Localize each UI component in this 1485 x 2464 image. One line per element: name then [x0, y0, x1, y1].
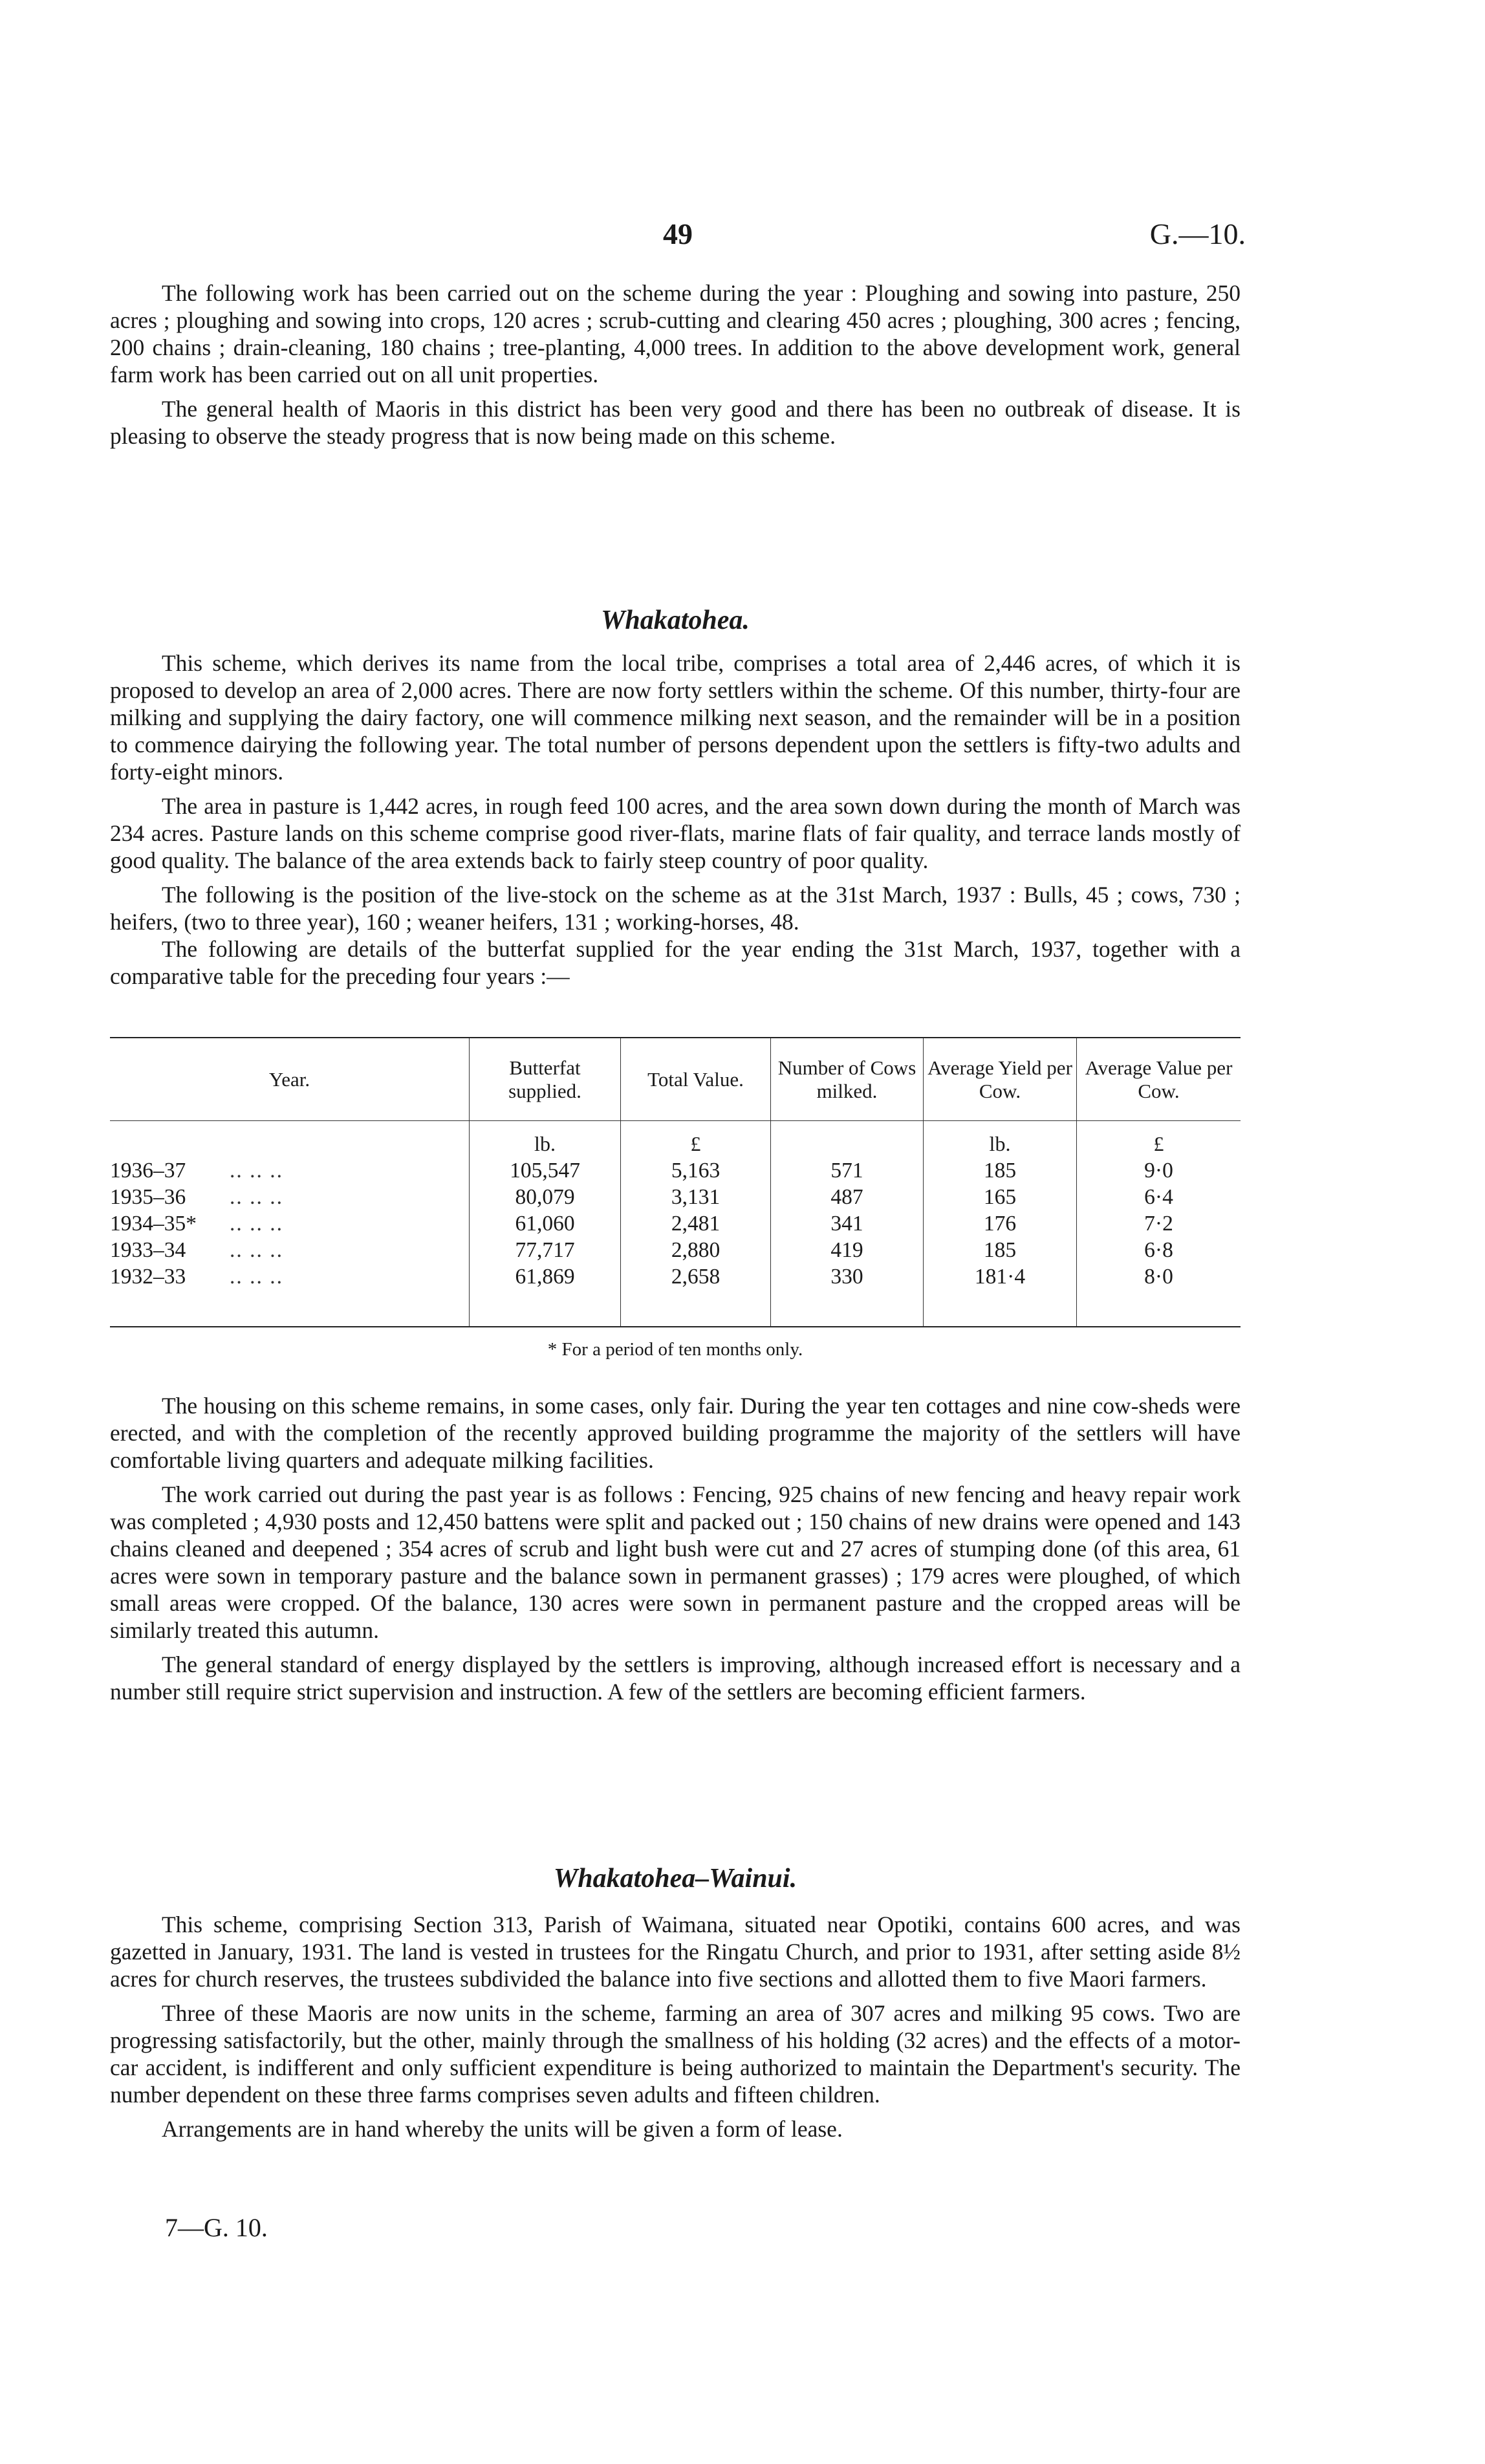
table-cell: 341: [830, 1212, 863, 1236]
table-cell-year: 1935–36 .. .. ..: [110, 1185, 283, 1209]
intro-section: [110, 279, 1241, 457]
table-cell: 61,060: [515, 1212, 575, 1236]
whakatohea-paragraph: The following is the position of the live-stock on the scheme as at the 31st March, 1937 : Bulls, 45 ; cows, 730 ; heifers, (two to three year), 160 ; weaner heifers, 131 ; working-horses, 48.: [110, 882, 1241, 935]
table-cell-year: 1936–37 .. .. ..: [110, 1159, 283, 1183]
wainui-paragraph: Three of these Maoris are now units in the scheme, farming an area of 307 acres and milking 95 cows. Two are progressing satisfactorily, but the other, mainly through the smallness of his holding (32 acres) and the effects of a motor-car accident, is indifferent and only sufficient expenditure is being authorized to maintain the Department's security. The number dependent on these three farms comprises seven adults and fifteen children.: [110, 2000, 1241, 2108]
unit-label: £: [1153, 1132, 1164, 1155]
column-cows-milked: [770, 1038, 923, 1326]
column-butterfat: [469, 1038, 620, 1326]
table-cell: 2,880: [671, 1238, 721, 1262]
whakatohea-paragraph: The area in pasture is 1,442 acres, in rough feed 100 acres, and the area sown down during the month of March was 234 acres. Pasture lands on this scheme comprise good river-flats, marine flats of fair quality, and terrace lands mostly of good quality. The balance of the area extends back to fairly steep country of poor quality.: [110, 793, 1241, 873]
table-cell: 7·2: [1144, 1212, 1173, 1236]
column-header: Average Yield per Cow.: [924, 1038, 1076, 1121]
unit-label: [110, 1130, 469, 1157]
table-cell: 9·0: [1144, 1159, 1173, 1183]
butterfat-table: [110, 1037, 1241, 1327]
column-average-yield: [923, 1038, 1076, 1326]
intro-paragraph: The following work has been carried out on the scheme during the year : Ploughing and sowing into pasture, 250 acres ; ploughing and sowing into crops, 120 acres ; scrub-cutting and clearing 450 acres ; ploughing, 300 acres ; fencing, 200 chains ; drain-cleaning, 180 chains ; tree-planting, 4,000 trees. In addition to the above development work, general farm work has been carried out on all unit properties.: [110, 280, 1241, 387]
column-header: Average Value per Cow.: [1077, 1038, 1241, 1121]
column-year: [110, 1038, 469, 1326]
whakatohea-paragraph: The work carried out during the past year is as follows : Fencing, 925 chains of new fencing and heavy repair work was completed ; 4,930 posts and 12,450 battens were split and packed out ; 150 chains of new drains were opened and 143 chains cleaned and deepened ; 354 acres of scrub and light bush were cut and 27 acres of stumping done (of this area, 61 acres were sown in temporary pasture and the balance sown in permanent grasses) ; 179 acres were ploughed, of which small areas were cropped. Of the balance, 130 acres were sown in permanent pasture and the cropped areas will be similarly treated this autumn.: [110, 1481, 1241, 1643]
table-cell: 487: [830, 1185, 863, 1209]
table-cell-year: 1933–34 .. .. ..: [110, 1238, 283, 1262]
column-total-value: [620, 1038, 770, 1326]
table-cell: 5,163: [671, 1159, 721, 1183]
table-cell: 419: [830, 1238, 863, 1262]
wainui-body: [110, 1911, 1241, 2150]
table-cell: 2,481: [671, 1212, 721, 1236]
section-title-wainui: Whakatohea–Wainui.: [553, 1864, 797, 1893]
table-cell: 2,658: [671, 1265, 721, 1289]
unit-label: lb.: [989, 1132, 1011, 1155]
whakatohea-body: [110, 649, 1241, 997]
page-number: 49: [663, 217, 693, 250]
table-cell: 6·4: [1144, 1185, 1173, 1209]
column-header: Total Value.: [621, 1038, 770, 1121]
document-reference: G.—10.: [1149, 217, 1246, 250]
whakatohea-paragraph: This scheme, which derives its name from the local tribe, comprises a total area of 2,446 acres, of which it is proposed to develop an area of 2,000 acres. There are now forty settlers within the scheme. Of this number, thirty-four are milking and supplying the dairy factory, one will commence milking next season, and the remainder will be in a position to commence dairying the following year. The total number of persons dependent upon the settlers is fifty-two adults and forty-eight minors.: [110, 650, 1241, 785]
table-cell: 80,079: [515, 1185, 575, 1209]
whakatohea-paragraph: The general standard of energy displayed by the settlers is improving, although increased effort is necessary and a number still require strict supervision and instruction. A few of the settlers are becoming efficient farmers.: [110, 1652, 1241, 1705]
table-cell: 330: [830, 1265, 863, 1289]
table-cell-year: 1932–33 .. .. ..: [110, 1265, 283, 1289]
table-cell: 165: [983, 1185, 1017, 1209]
column-average-value: [1076, 1038, 1241, 1326]
intro-paragraph: The general health of Maoris in this district has been very good and there has been no outbreak of disease. It is pleasing to observe the steady progress that is now being made on this scheme.: [110, 396, 1241, 449]
column-header: Butterfat supplied.: [470, 1038, 620, 1121]
signature-mark: 7—G. 10.: [165, 2213, 268, 2242]
table-cell: 77,717: [515, 1238, 575, 1262]
whakatohea-paragraph: The following are details of the butterfat supplied for the year ending the 31st March, 1937, together with a comparative table for the preceding four years :—: [110, 936, 1241, 989]
table-cell: 185: [983, 1238, 1017, 1262]
table-cell: 3,131: [671, 1185, 721, 1209]
column-header: Year.: [110, 1038, 469, 1121]
wainui-paragraph: Arrangements are in hand whereby the units will be given a form of lease.: [162, 2116, 843, 2142]
table-cell: 8·0: [1144, 1265, 1173, 1289]
wainui-paragraph: This scheme, comprising Section 313, Parish of Waimana, situated near Opotiki, contains 600 acres, and was gazetted in January, 1931. The land is vested in trustees for the Ringatu Church, and prior to 1931, after setting aside 8½ acres for church reserves, the trustees subdivided the balance into five sections and allotted them to five Maori farmers.: [110, 1912, 1241, 1992]
unit-label: [771, 1130, 923, 1157]
table-cell: 185: [983, 1159, 1017, 1183]
table-footnote: * For a period of ten months only.: [547, 1339, 803, 1360]
unit-label: lb.: [534, 1132, 556, 1155]
whakatohea-paragraph: The housing on this scheme remains, in some cases, only fair. During the year ten cottages and nine cow-sheds were erected, and with the completion of the recently approved building programme the majority of the settlers will have comfortable living quarters and adequate milking facilities.: [110, 1393, 1241, 1473]
table-cell: 105,547: [510, 1159, 580, 1183]
section-title-whakatohea: Whakatohea.: [601, 605, 750, 635]
table-cell: 571: [830, 1159, 863, 1183]
table-cell: 176: [983, 1212, 1017, 1236]
whakatohea-after-table: [110, 1392, 1241, 1712]
unit-label: £: [690, 1132, 701, 1155]
table-cell: 61,869: [515, 1265, 575, 1289]
table-cell: 181·4: [974, 1265, 1026, 1289]
column-header: Number of Cows milked.: [771, 1038, 923, 1121]
table-cell: 6·8: [1144, 1238, 1173, 1262]
table-cell-year: 1934–35* .. .. ..: [110, 1212, 283, 1236]
page-header: [110, 217, 1246, 256]
